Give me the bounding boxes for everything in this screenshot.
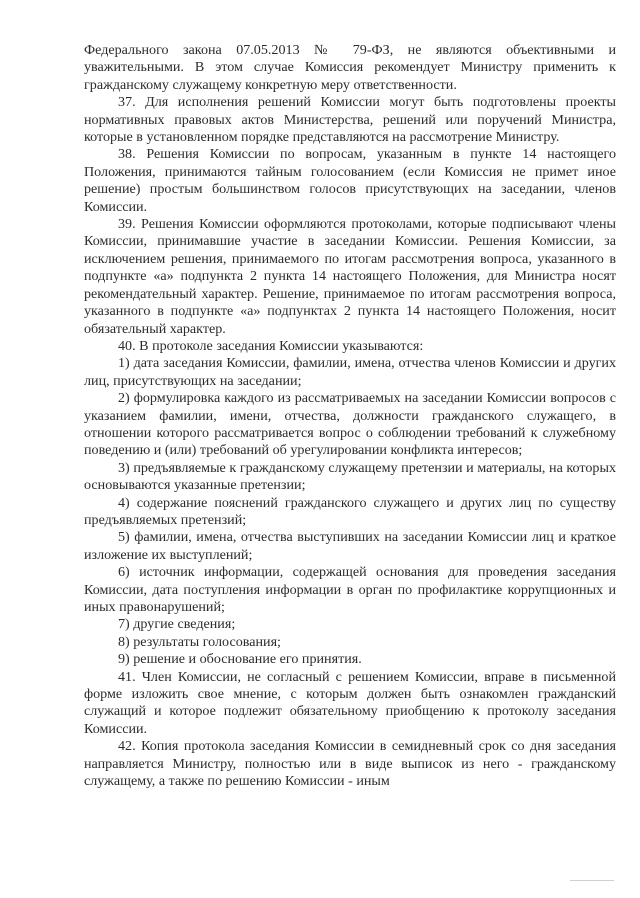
list-item-9: 9) решение и обоснование его принятия.: [118, 651, 362, 668]
list-item-6: 6) источник информации, содержащей основания для проведения заседания Комиссии, дата поступления информации в орган по профилактике коррупционных и иных правонарушений;: [84, 564, 616, 615]
paragraph-42: 42. Копия протокола заседания Комиссии в семидневный срок со дня заседания направляется Министру, полностью или в виде выписок из него - гражданскому служащему, а также по решению Комиссии - иным: [84, 738, 616, 790]
paragraph-39: 39. Решения Комиссии оформляются протоколами, которые подписывают члены Комиссии, принимавшие участие в заседании Комиссии. Решения Комиссии, за исключением решения, принимаемого по итогам рассмотрения вопроса, указанного в подпункте «а» подпункта 2 пункта 14 настоящего Положения, для Министра носят рекомендательный характер. Решение, принимаемое по итогам рассмотрения вопроса, указанного в подпункте «а» подпунктах 2 пункта 14 настоящего Положения, носит обязательный характер.: [84, 216, 616, 337]
paragraph-37: 37. Для исполнения решений Комиссии могут быть подготовлены проекты нормативных правовых актов Министерства, решений или поручений Министра, которые в установленном порядке представляются на рассмотрение Министру.: [84, 94, 616, 146]
list-item-4: 4) содержание пояснений гражданского служащего и других лиц по существу предъявляемых претензий;: [84, 494, 616, 528]
list-item-7: 7) другие сведения;: [118, 616, 236, 633]
document-page: [84, 42, 616, 790]
list-item-2: 2) формулировка каждого из рассматриваемых на заседании Комиссии вопросов с указанием фамилии, имени, отчества, должности гражданского служащего, в отношении которого рассматривается вопрос о соблюдении требований к служебному поведению и (или) требований об урегулировании конфликта интересов;: [84, 390, 616, 459]
list-item-3: 3) предъявляемые к гражданскому служащему претензии и материалы, на которых основываются указанные претензии;: [84, 459, 616, 494]
list-item-5: 5) фамилии, имена, отчества выступивших на заседании Комиссии лиц и краткое изложение их выступлений;: [84, 529, 616, 563]
paragraph-38: 38. Решения Комиссии по вопросам, указанным в пункте 14 настоящего Положения, принимаются тайным голосованием (если Комиссия не примет иное решение) простым большинством голосов присутствующих на заседании, членов Комиссии.: [84, 146, 616, 215]
scan-artifact-mark: [570, 880, 614, 883]
paragraph-40: 40. В протоколе заседания Комиссии указываются:: [118, 337, 424, 354]
paragraph-41: 41. Член Комиссии, не согласный с решением Комиссии, вправе в письменной форме изложить свое мнение, с которым должен быть ознакомлен гражданский служащий и которое подлежит обязательному приобщению к протоколу заседания Комиссии.: [84, 668, 616, 737]
paragraph-36-end: Федерального закона 07.05.2013 № 79-ФЗ, не являются объективными и уважительными. В этом случае Комиссия рекомендует Министру применить к гражданскому служащему конкретную меру ответственности.: [84, 42, 616, 93]
list-item-1: 1) дата заседания Комиссии, фамилии, имена, отчества членов Комиссии и других лиц, присутствующих на заседании;: [84, 355, 616, 389]
list-item-8: 8) результаты голосования;: [118, 633, 281, 650]
